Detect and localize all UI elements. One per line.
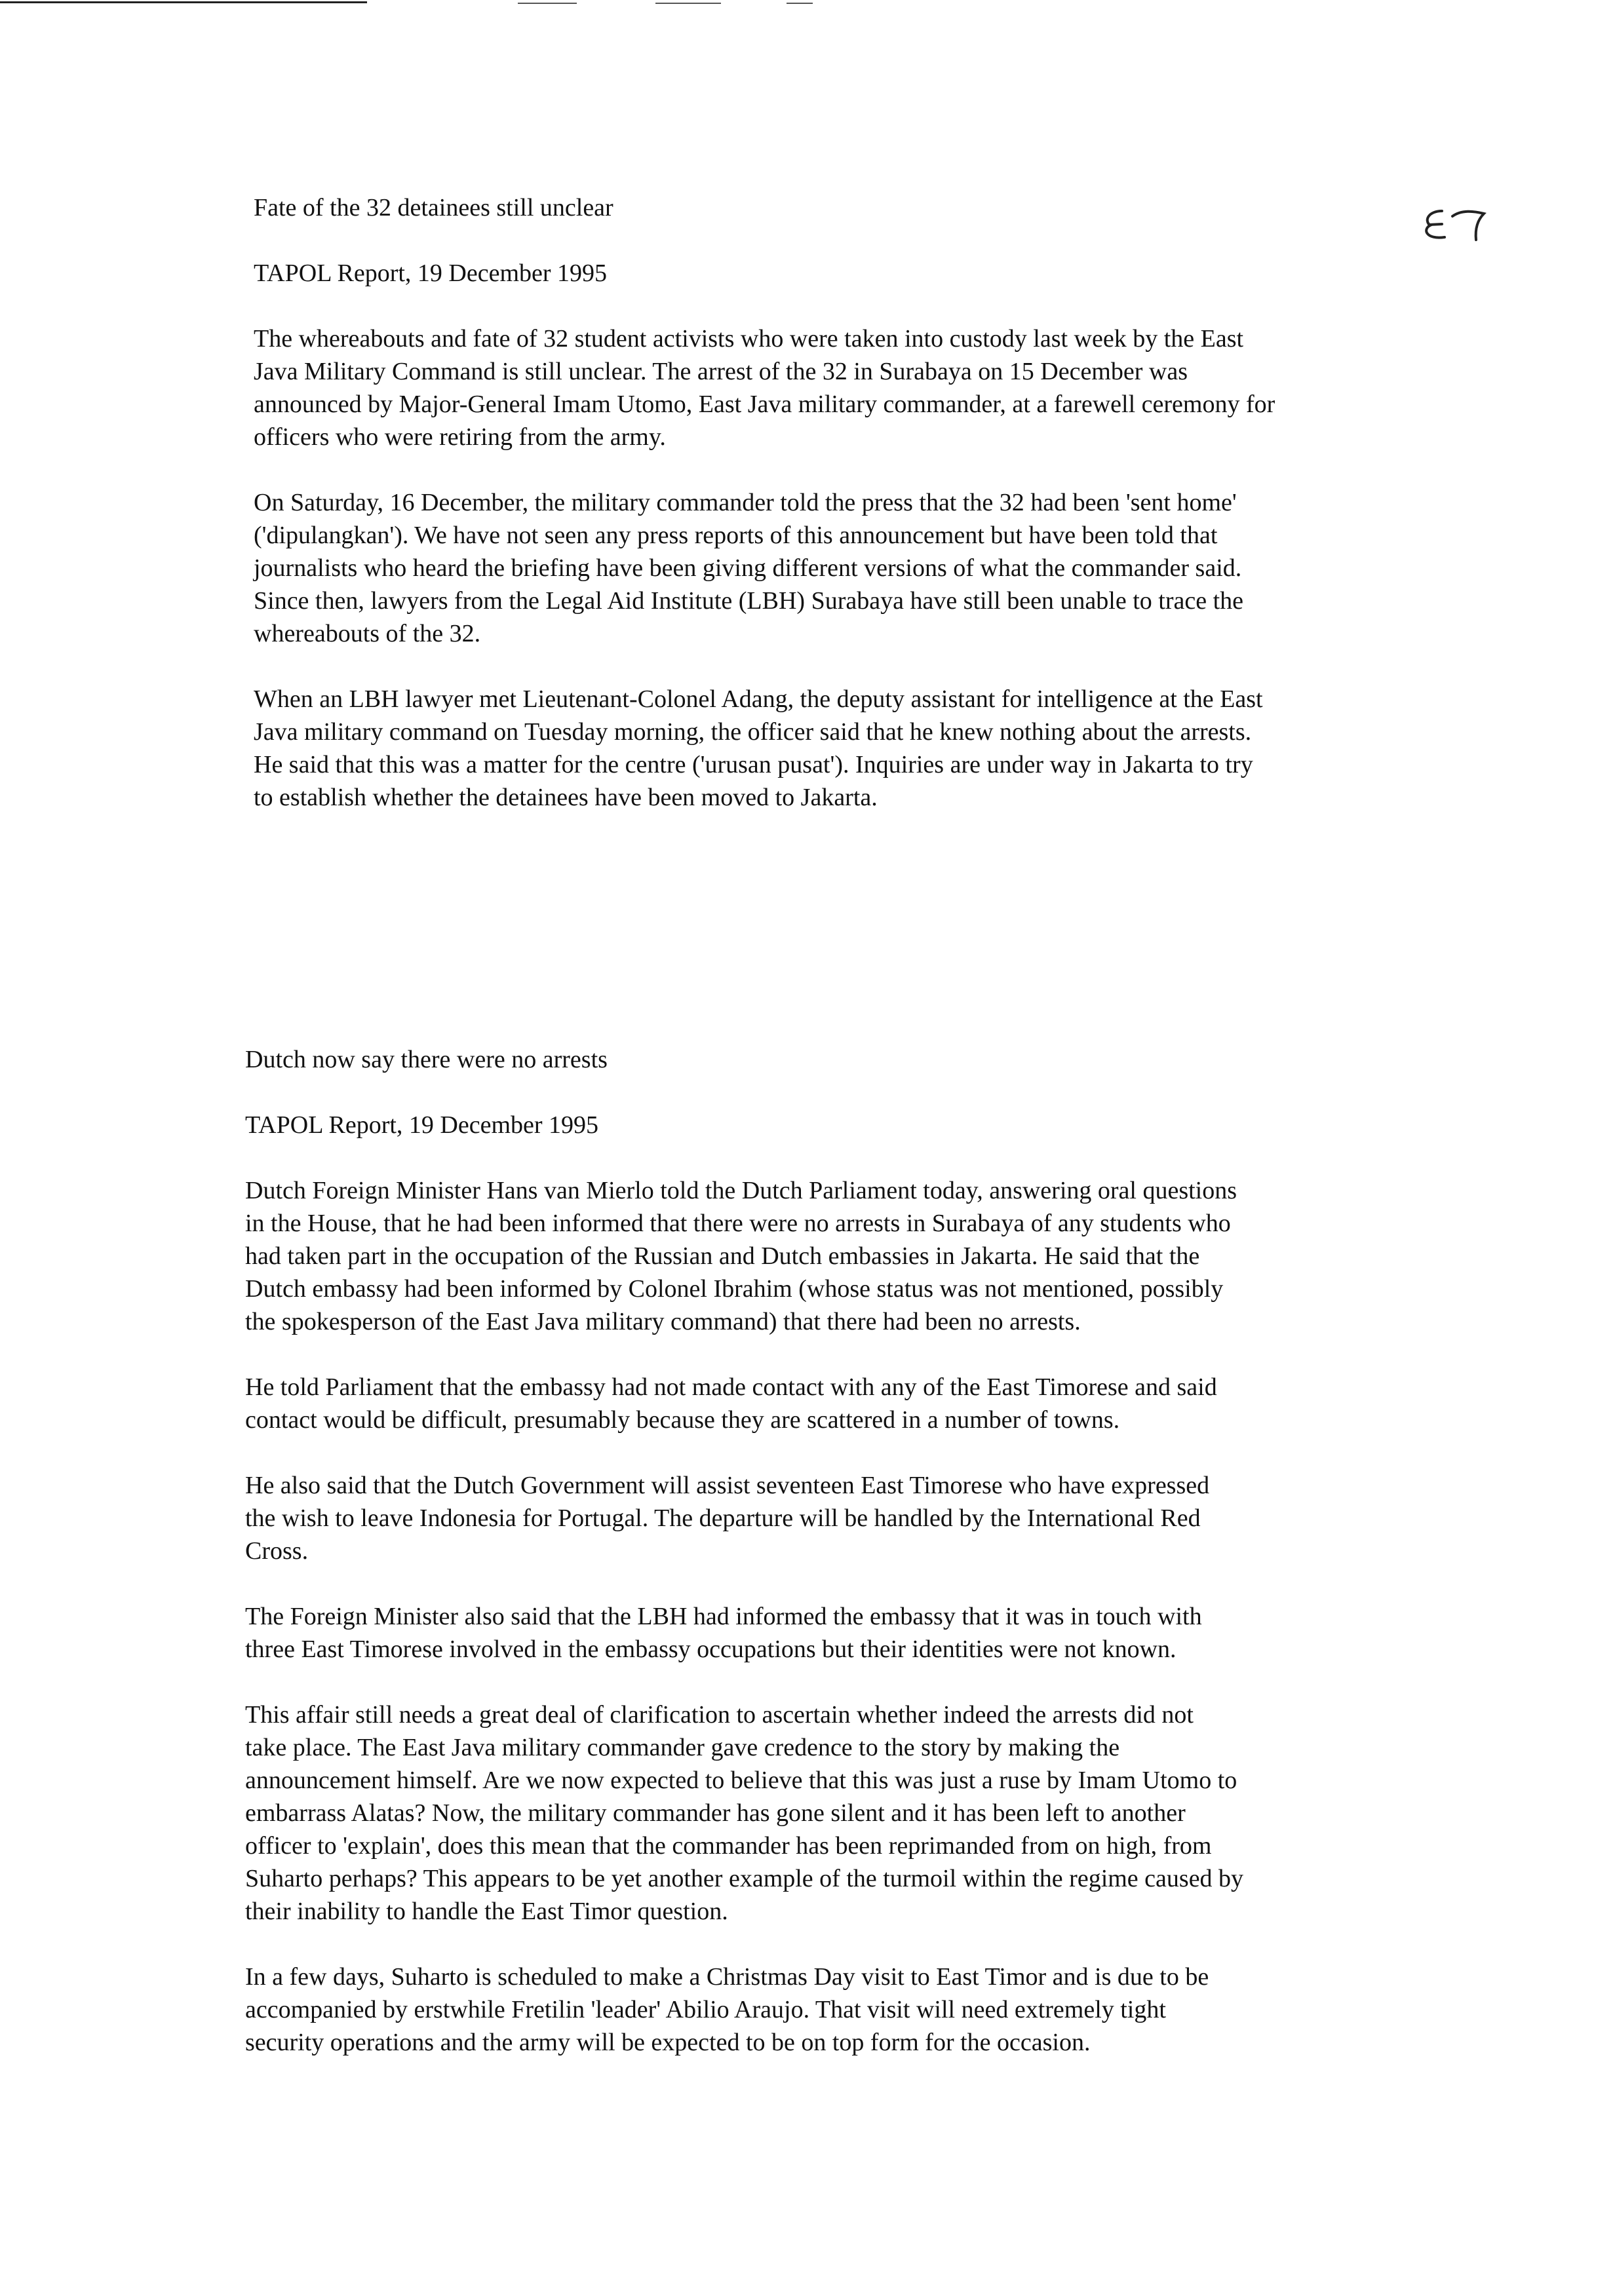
article-paragraph [245,1600,1412,1666]
text-line: Since then, lawyers from the Legal Aid Institute (LBH) Surabaya have still been unable to trace the [254,587,1244,615]
article-source: TAPOL Report, 19 December 1995 [254,259,608,287]
text-line: Java Military Command is still unclear. The arrest of the 32 in Surabaya on 15 December was [254,358,1188,385]
text-line: take place. The East Java military commander gave credence to the story by making the [245,1734,1120,1761]
article-paragraph [245,1698,1412,1928]
scan-mark [655,3,721,4]
text-line: announced by Major-General Imam Utomo, East Java military commander, at a farewell ceremony for [254,391,1275,418]
text-line: officers who were retiring from the army. [254,423,666,451]
text-line: officer to 'explain', does this mean that the commander has been reprimanded from on high, from [245,1832,1212,1860]
text-line: On Saturday, 16 December, the military commander told the press that the 32 had been 'sent home' [254,489,1237,516]
text-line: accompanied by erstwhile Fretilin 'leader' Abilio Araujo. That visit will need extremely tight [245,1996,1166,2023]
text-line: announcement himself. Are we now expected to believe that this was just a ruse by Imam Utomo to [245,1767,1237,1794]
text-line: The Foreign Minister also said that the LBH had informed the embassy that it was in touch with [245,1603,1202,1630]
text-line: had taken part in the occupation of the Russian and Dutch embassies in Jakarta. He said that the [245,1242,1200,1270]
scan-mark [787,3,813,4]
text-line: Java military command on Tuesday morning, the officer said that he knew nothing about the arrests. [254,718,1252,746]
text-line: Suharto perhaps? This appears to be yet another example of the turmoil within the regime caused by [245,1865,1244,1892]
text-line: whereabouts of the 32. [254,620,481,647]
text-line: the spokesperson of the East Java military command) that there had been no arrests. [245,1308,1081,1335]
text-line: ('dipulangkan'). We have not seen any press reports of this announcement but have been told that [254,522,1218,549]
article-source: TAPOL Report, 19 December 1995 [245,1111,599,1139]
text-line: Dutch embassy had been informed by Colonel Ibrahim (whose status was not mentioned, possibly [245,1275,1224,1303]
article-paragraph [245,1469,1412,1567]
text-line: their inability to handle the East Timor question. [245,1898,728,1925]
text-line: He said that this was a matter for the centre ('urusan pusat'). Inquiries are under way in Jakarta to try [254,751,1253,778]
article-dutch-no-arrests [245,1043,1412,2092]
text-line: This affair still needs a great deal of clarification to ascertain whether indeed the arrests did not [245,1701,1194,1729]
text-line: journalists who heard the briefing have been giving different versions of what the commander said. [254,554,1242,582]
scan-top-rule [0,1,367,3]
article-paragraph [245,1174,1412,1338]
scan-mark [518,3,577,4]
text-line: contact would be difficult, presumably because they are scattered in a number of towns. [245,1406,1120,1434]
text-line: to establish whether the detainees have been moved to Jakarta. [254,784,878,811]
article-detainees [254,191,1420,847]
article-paragraph [245,1961,1412,2059]
article-headline: Fate of the 32 detainees still unclear [254,194,613,221]
text-line: security operations and the army will be expected to be on top form for the occasion. [245,2029,1091,2056]
article-paragraph [254,322,1420,453]
article-paragraph [254,486,1420,650]
text-line: He told Parliament that the embassy had not made contact with any of the East Timorese and said [245,1373,1217,1401]
handwritten-page-mark [1416,197,1501,249]
text-line: the wish to leave Indonesia for Portugal. The departure will be handled by the International Red [245,1504,1201,1532]
text-line: Cross. [245,1537,309,1565]
text-line: He also said that the Dutch Government will assist seventeen East Timorese who have expressed [245,1472,1210,1499]
text-line: embarrass Alatas? Now, the military commander has gone silent and it has been left to another [245,1799,1186,1827]
text-line: When an LBH lawyer met Lieutenant-Colonel Adang, the deputy assistant for intelligence at the East [254,685,1263,713]
text-line: The whereabouts and fate of 32 student activists who were taken into custody last week by the East [254,325,1244,353]
text-line: In a few days, Suharto is scheduled to make a Christmas Day visit to East Timor and is due to be [245,1963,1209,1991]
text-line: in the House, that he had been informed that there were no arrests in Surabaya of any students who [245,1210,1231,1237]
article-paragraph [254,683,1420,814]
text-line: three East Timorese involved in the embassy occupations but their identities were not known. [245,1636,1177,1663]
article-headline: Dutch now say there were no arrests [245,1046,608,1073]
article-paragraph [245,1371,1412,1436]
text-line: Dutch Foreign Minister Hans van Mierlo told the Dutch Parliament today, answering oral questions [245,1177,1237,1204]
